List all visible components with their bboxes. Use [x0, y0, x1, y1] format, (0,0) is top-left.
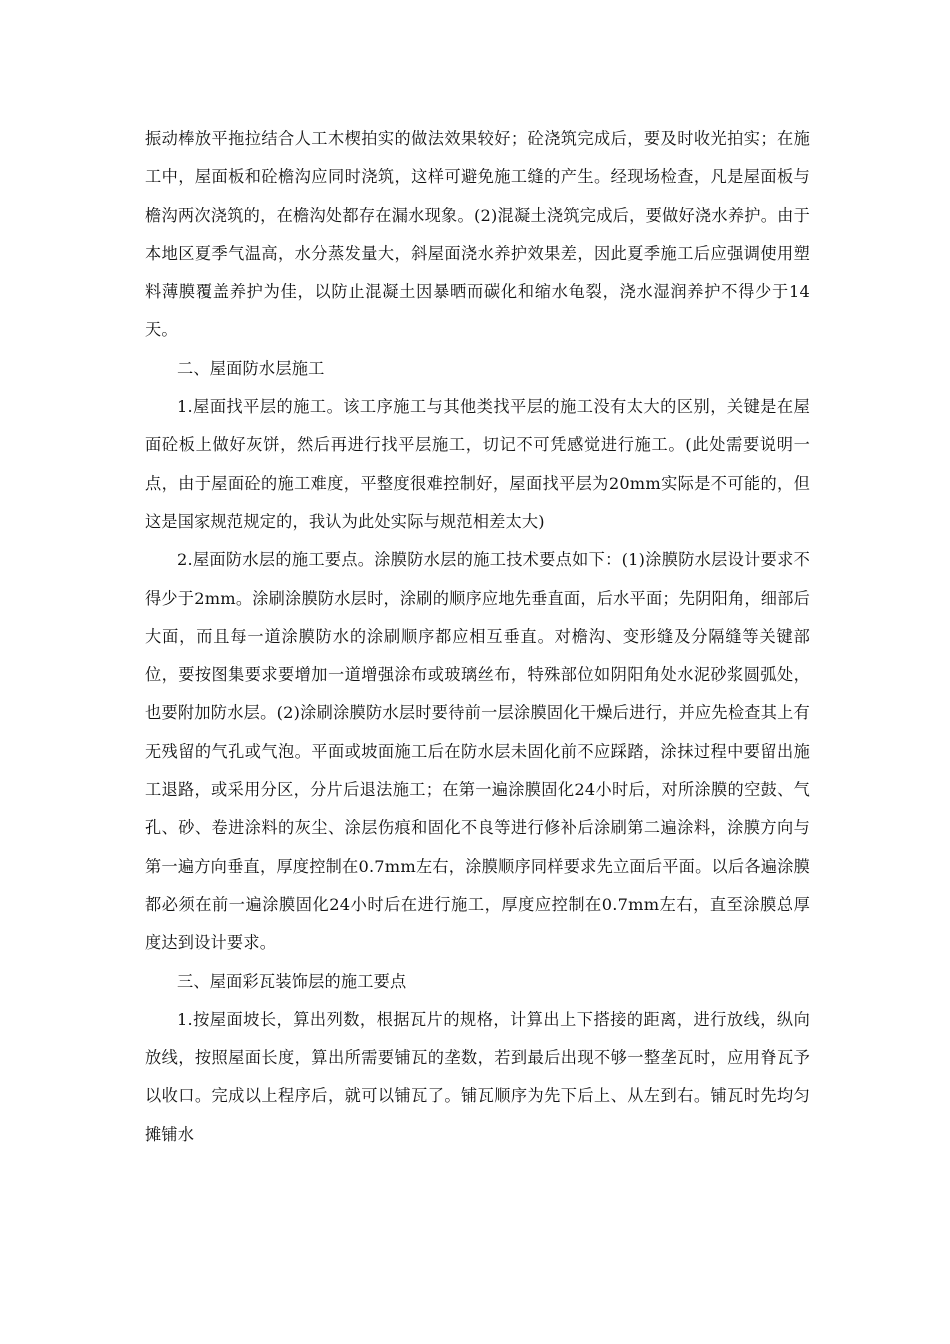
paragraph-tile-layout: 1.按屋面坡长，算出列数，根据瓦片的规格，计算出上下搭接的距离，进行放线，纵向放线，按照屋面长度，算出所需要铺瓦的垄数，若到最后出现不够一整垄瓦时，应用脊瓦予以收口。完成以上程序后，就可以铺瓦了。铺瓦顺序为先下后上、从左到右。铺瓦时先均匀摊铺水 — [145, 1009, 810, 1144]
paragraph-leveling-layer: 1.屋面找平层的施工。该工序施工与其他类找平层的施工没有太大的区别，关键是在屋面砼板上做好灰饼，然后再进行找平层施工，切记不可凭感觉进行施工。(此处需要说明一点，由于屋面砼的施工难度，平整度很难控制好，屋面找平层为20mm实际是不可能的，但这是国家规范规定的，我认为此处实际与规范相差太大) — [145, 397, 810, 531]
document-body — [145, 120, 810, 1154]
heading-roof-waterproofing: 二、屋面防水层施工 — [177, 358, 325, 378]
paragraph-waterproof-coating: 2.屋面防水层的施工要点。涂膜防水层的施工技术要点如下：(1)涂膜防水层设计要求不得少于2mm。涂刷涂膜防水层时，涂刷的顺序应地先垂直面，后水平面；先阴阳角，细部后大面，而且每一道涂膜防水的涂刷顺序都应相互垂直。对檐沟、变形缝及分隔缝等关键部位，要按图集要求要增加一道增强涂布或玻璃丝布，特殊部位如阴阳角处水泥砂浆圆弧处，也要附加防水层。(2)涂刷涂膜防水层时要待前一层涂膜固化干燥后进行，并应先检查其上有无残留的气孔或气泡。平面或坡面施工后在防水层未固化前不应踩踏，涂抹过程中要留出施工退路，或采用分区，分片后退法施工；在第一遍涂膜固化24小时后，对所涂膜的空鼓、气孔、砂、卷进涂料的灰尘、涂层伤痕和固化不良等进行修补后涂刷第二遍涂料，涂膜方向与第一遍方向垂直，厚度控制在0.7mm左右，涂膜顺序同样要求先立面后平面。以后各遍涂膜都必须在前一遍涂膜固化24小时后在进行施工，厚度应控制在0.7mm左右，直至涂膜总厚度达到设计要求。 — [145, 550, 810, 953]
heading-roof-tile-decoration: 三、屋面彩瓦装饰层的施工要点 — [177, 971, 407, 991]
paragraph-concrete-curing: 振动棒放平拖拉结合人工木楔拍实的做法效果较好；砼浇筑完成后，要及时收光拍实；在施工中，屋面板和砼檐沟应同时浇筑，这样可避免施工缝的产生。经现场检查，凡是屋面板与檐沟两次浇筑的，在檐沟处都存在漏水现象。(2)混凝土浇筑完成后，要做好浇水养护。由于本地区夏季气温高，水分蒸发量大，斜屋面浇水养护效果差，因此夏季施工后应强调使用塑料薄膜覆盖养护为佳，以防止混凝土因暴晒而碳化和缩水龟裂，浇水湿润养护不得少于14天。 — [145, 129, 810, 340]
